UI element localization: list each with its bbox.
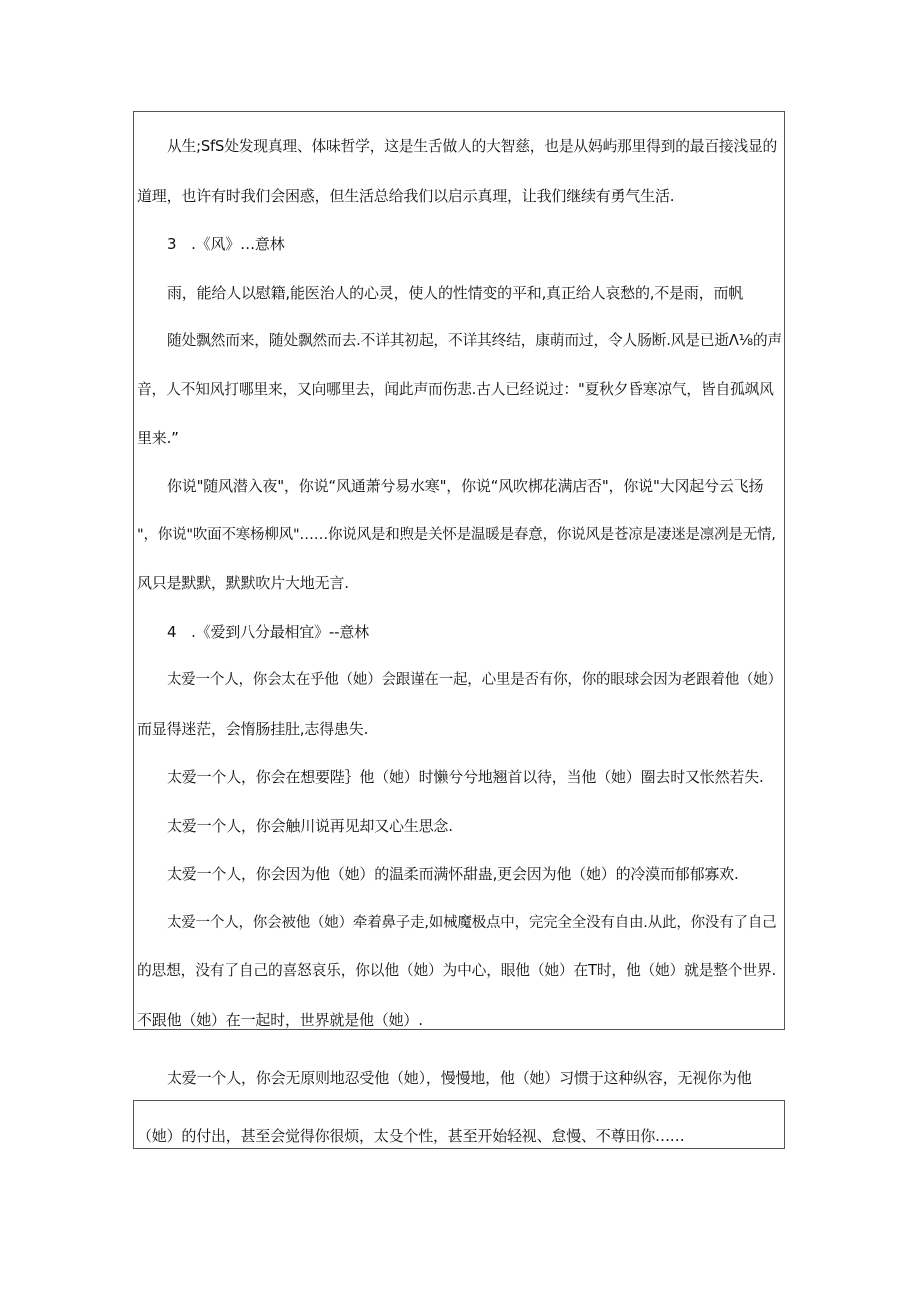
paragraph-line: 太爱一个人，你会在想要陛｝他（她）时懒兮兮地翘首以待，当他（她）圈去时又怅然若失. xyxy=(167,768,764,786)
paragraph-line: 太爱一个人，你会太在乎他（她）会跟谨在一起，心里是否有你，你的眼球会因为老跟着他（她） xyxy=(167,672,782,688)
paragraph-line: 的思想，没有了自己的喜怒哀乐，你以他（她）为中心，眼他（她）在T时，他（她）就是整个世界. xyxy=(137,962,776,979)
paragraph-line: 风只是默默，默默吹片大地无言. xyxy=(137,574,349,592)
paragraph-line: 太爱一个人，你会被他（她）牵着鼻子走,如械魔极点中，完完全全没有自由.从此，你没有了自己 xyxy=(167,915,777,931)
paragraph-line: 不跟他（她）在一起时，世界就是他（她）. xyxy=(137,1011,423,1029)
paragraph-line: 里来.” xyxy=(137,429,179,447)
paragraph-line: 太爱一个人，你会触川说再见却又心生思念. xyxy=(167,817,453,835)
paragraph-line: 道理，也许有时我们会困惑，但生活总给我们以启示真理，让我们继续有勇气生活. xyxy=(137,187,675,205)
paragraph-line: 从生;SfS处发现真理、体味哲学，这是生舌做人的大智慈，也是从妈屿那里得到的最百接浅显的 xyxy=(167,138,778,155)
paragraph-line: 太爱一个人，你会无原则地忍受他（她），慢慢地，他（她）习惯于这种纵容，无视你为他 xyxy=(167,1069,752,1087)
paragraph-line: "，你说"吹面不寒杨柳风"……你说风是和煦是关怀是温暖是春意，你说风是苍凉是凄迷是凛冽是无情, xyxy=(137,527,776,543)
paragraph-line: 雨，能给人以慰籍,能医治人的心灵，使人的性情变的平和,真正给人哀愁的,不是雨，而帆 xyxy=(167,284,744,302)
section-heading-4: 4 .《爱到八分最相宜》--意林 xyxy=(167,623,369,641)
paragraph-line: 而显得迷茫，会惰肠挂肚,志得患失. xyxy=(137,720,369,738)
paragraph-line: （她）的付出，甚至会觉得你很烦，太殳个性，甚至开始轻视、怠慢、不尊田你…… xyxy=(137,1127,685,1145)
paragraph-line: 音，人不知风打哪里来，又向哪里去，闻此声而伤悲.古人已经说过："夏秋夕昏寒凉气，皆自孤飒风 xyxy=(137,381,774,398)
paragraph-line: 太爱一个人，你会因为他（她）的温柔而满怀甜蛊,更会因为他（她）的冷漠而郁郁寡欢. xyxy=(167,865,739,883)
paragraph-line: 你说"随风潜入夜"，你说“风通萧兮易水寒"，你说“风吹梆花满店否"，你说"大冈起兮云飞扬 xyxy=(167,477,764,495)
section-heading-3: 3 .《风》…意林 xyxy=(167,235,285,253)
paragraph-line: 随处飘然而来，随处飘然而去.不详其初起，不详其终结，康萌而过，令人肠断.风是已逝Λ⅛的声 xyxy=(167,332,782,349)
